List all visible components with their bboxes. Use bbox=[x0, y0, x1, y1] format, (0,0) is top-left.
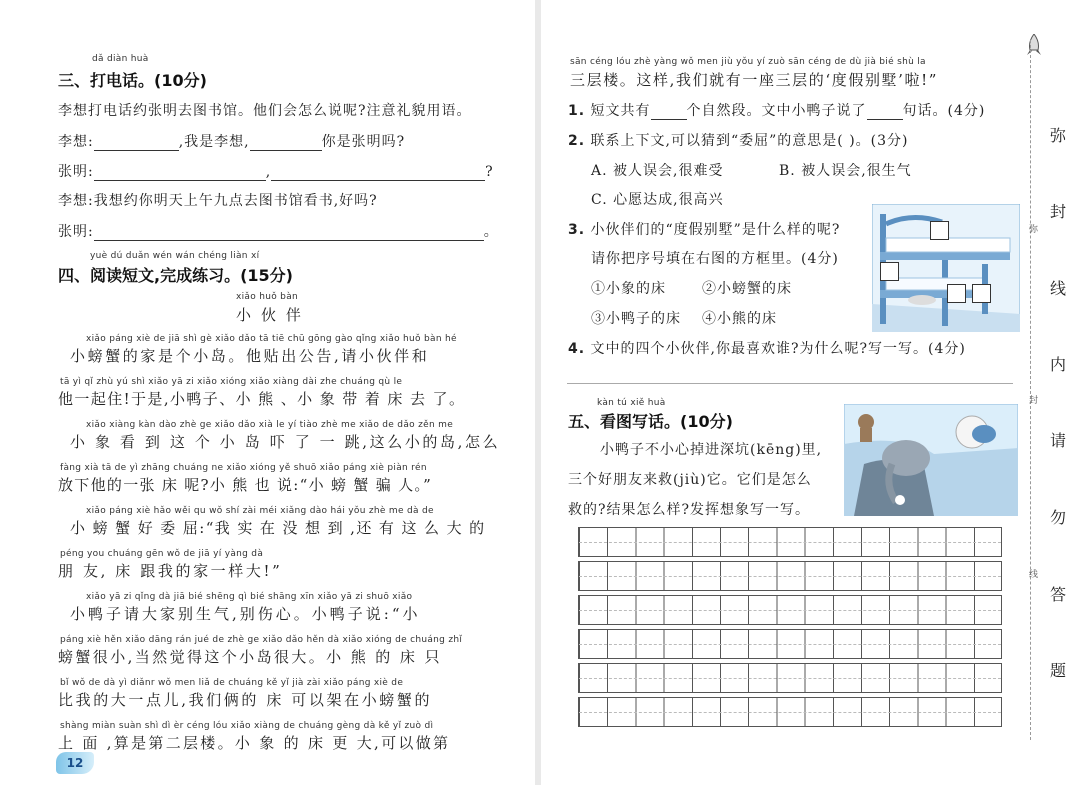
writing-grid-row[interactable] bbox=[578, 561, 1002, 591]
question-1: 1. 短文共有 个自然段。文中小鸭子说了 句话。(4分) bbox=[568, 103, 986, 119]
section4-title: 四、阅读短文,完成练习。(15分) bbox=[58, 266, 293, 285]
section5-title-pinyin: kàn tú xiě huà bbox=[597, 398, 666, 408]
writing-grid-row[interactable] bbox=[578, 697, 1002, 727]
q2-option-c: C. 心愿达成,很高兴 bbox=[591, 192, 724, 208]
story-title: 小 伙 伴 bbox=[236, 306, 304, 324]
binding-small-char: 线 bbox=[1029, 570, 1039, 580]
page-gutter bbox=[535, 0, 541, 785]
q3-option-2: ②小螃蟹的床 bbox=[702, 281, 792, 297]
binding-char: 封 bbox=[1050, 202, 1067, 221]
answer-box[interactable] bbox=[880, 262, 899, 281]
answer-blank[interactable] bbox=[94, 166, 266, 181]
writing-grid-row[interactable] bbox=[578, 663, 1002, 693]
binding-char: 弥 bbox=[1050, 126, 1067, 145]
dialogue-line-4: 张明: 。 bbox=[58, 224, 499, 240]
story-line: 螃蟹很小,当然觉得这个小岛很大。小 熊 的 床 只 bbox=[58, 648, 442, 666]
story-line: 小螃蟹的家是个小岛。他贴出公告,请小伙伴和 bbox=[70, 347, 430, 365]
question-2: 2. 联系上下文,可以猜到“委屈”的意思是( )。(3分) bbox=[568, 133, 909, 149]
answer-blank[interactable] bbox=[250, 136, 322, 151]
answer-box[interactable] bbox=[947, 284, 966, 303]
section3-title: 三、打电话。(10分) bbox=[58, 71, 207, 90]
question-3: 3. 小伙伴们的“度假别墅”是什么样的呢? bbox=[568, 222, 841, 238]
section-divider bbox=[567, 383, 1013, 384]
binding-char: 内 bbox=[1050, 355, 1067, 374]
dialogue-line-3: 李想:我想约你明天上午九点去图书馆看书,好吗? bbox=[58, 193, 378, 209]
binding-small-char: 弥 bbox=[1029, 225, 1039, 235]
page-number: 12 bbox=[56, 752, 94, 774]
bunk-bed-illustration bbox=[872, 204, 1020, 332]
rescue-image bbox=[844, 404, 1018, 516]
story-line: 小 象 看 到 这 个 小 岛 吓 了 一 跳,这么小的岛,怎么 bbox=[70, 433, 501, 451]
question-4: 4. 文中的四个小伙伴,你最喜欢谁?为什么呢?写一写。(4分) bbox=[568, 341, 966, 357]
section4-title-pinyin: yuè dú duǎn wén wán chéng liàn xí bbox=[90, 251, 260, 261]
section5-prompt-line: 小鸭子不小心掉进深坑(kēng)里, bbox=[600, 442, 823, 458]
story-line: 朋 友, 床 跟我的家一样大!” bbox=[58, 562, 283, 580]
answer-box[interactable] bbox=[972, 284, 991, 303]
answer-blank[interactable] bbox=[867, 105, 903, 120]
story-line-pinyin: péng you chuáng gēn wǒ de jiā yí yàng dà bbox=[60, 549, 264, 559]
binding-char: 线 bbox=[1050, 279, 1067, 298]
story-line: 小鸭子请大家别生气,别伤心。小鸭子说:“小 bbox=[70, 605, 421, 623]
writing-grid-row[interactable] bbox=[578, 527, 1002, 557]
q3-option-1: ①小象的床 bbox=[591, 281, 666, 297]
story-line-pinyin: xiǎo yā zi qǐng dà jiā bié shēng qì bié shāng xīn xiǎo yā zi shuō xiǎo bbox=[86, 592, 413, 602]
binding-char: 请 bbox=[1050, 431, 1067, 450]
continuation-pinyin: sān céng lóu zhè yàng wǒ men jiù yǒu yí zuò sān céng de dù jià bié shù la bbox=[570, 57, 926, 67]
story-line-pinyin: xiǎo páng xiè hǎo wěi qu wǒ shí zài méi xiǎng dào hái yǒu zhè me dà de bbox=[86, 506, 434, 516]
story-line: 他一起住!于是,小鸭子、小 熊 、小 象 带 着 床 去 了。 bbox=[58, 390, 466, 408]
story-line-pinyin: páng xiè hěn xiǎo dāng rán jué de zhè ge xiǎo dǎo hěn dà xiǎo xióng de chuáng zhǐ bbox=[60, 635, 463, 645]
story-line-pinyin: fàng xià tā de yì zhāng chuáng ne xiǎo xióng yě shuō xiǎo páng xiè piàn rén bbox=[60, 463, 427, 473]
binding-small-char: 封 bbox=[1029, 396, 1039, 406]
answer-blank[interactable] bbox=[94, 136, 179, 151]
binding-line bbox=[1030, 40, 1032, 740]
binding-char: 勿 bbox=[1050, 508, 1067, 527]
story-line-pinyin: xiǎo xiàng kàn dào zhè ge xiǎo dǎo xià le yí tiào zhè me xiǎo de dǎo zěn me bbox=[86, 420, 454, 430]
q2-option-a: A. 被人误会,很难受 bbox=[591, 163, 724, 179]
section3-title-pinyin: dǎ diàn huà bbox=[92, 54, 149, 64]
dialogue-line-1: 李想: ,我是李想, 你是张明吗? bbox=[58, 134, 406, 150]
section3-intro: 李想打电话约张明去图书馆。他们会怎么说呢?注意礼貌用语。 bbox=[58, 103, 472, 119]
section5-title: 五、看图写话。(10分) bbox=[568, 412, 733, 431]
answer-blank[interactable] bbox=[271, 166, 485, 181]
answer-box[interactable] bbox=[930, 221, 949, 240]
question-3-instruction: 请你把序号填在右图的方框里。(4分) bbox=[591, 251, 839, 267]
story-line-pinyin: tā yì qǐ zhù yú shì xiǎo yā zi xiǎo xióng xiǎo xiàng dài zhe chuáng qù le bbox=[60, 377, 403, 387]
answer-blank[interactable] bbox=[651, 105, 687, 120]
story-title-pinyin: xiǎo huǒ bàn bbox=[236, 292, 299, 302]
section5-prompt-line: 救的?结果怎么样?发挥想象写一写。 bbox=[568, 502, 811, 518]
story-line: 放下他的一张 床 呢?小 熊 也 说:“小 螃 蟹 骗 人。” bbox=[58, 476, 433, 494]
rescue-illustration bbox=[844, 404, 1018, 516]
writing-grid-row[interactable] bbox=[578, 629, 1002, 659]
section5-prompt-line: 三个好朋友来救(jiù)它。它们是怎么 bbox=[568, 472, 812, 488]
q3-option-3: ③小鸭子的床 bbox=[591, 311, 681, 327]
q2-option-b: B. 被人误会,很生气 bbox=[779, 163, 912, 179]
story-line: 小 螃 蟹 好 委 屈:“我 实 在 没 想 到 ,还 有 这 么 大 的 bbox=[70, 519, 486, 537]
answer-blank[interactable] bbox=[94, 226, 484, 241]
story-line-pinyin: bǐ wǒ de dà yì diǎnr wǒ men liǎ de chuáng kě yǐ jià zài xiǎo páng xiè de bbox=[60, 678, 404, 688]
binding-char: 题 bbox=[1050, 661, 1067, 680]
story-line-pinyin: shàng miàn suàn shì dì èr céng lóu xiǎo xiàng de chuáng gèng dà kě yǐ zuò dì bbox=[60, 721, 434, 731]
continuation-text: 三层楼。这样,我们就有一座三层的‘度假别墅’啦!” bbox=[570, 71, 939, 89]
q3-option-4: ④小熊的床 bbox=[702, 311, 777, 327]
writing-grid-row[interactable] bbox=[578, 595, 1002, 625]
left-page bbox=[0, 0, 535, 785]
story-line-pinyin: xiǎo páng xiè de jiā shì gè xiǎo dǎo tā tiē chū gōng gào qǐng xiǎo huǒ bàn hé bbox=[86, 334, 457, 344]
story-line: 比我的大一点儿,我们俩的 床 可以架在小螃蟹的 bbox=[58, 691, 433, 709]
dialogue-line-2: 张明: , ? bbox=[58, 164, 494, 180]
story-line: 上 面 ,算是第二层楼。小 象 的 床 更 大,可以做第 bbox=[58, 734, 451, 752]
binding-char: 答 bbox=[1050, 585, 1067, 604]
